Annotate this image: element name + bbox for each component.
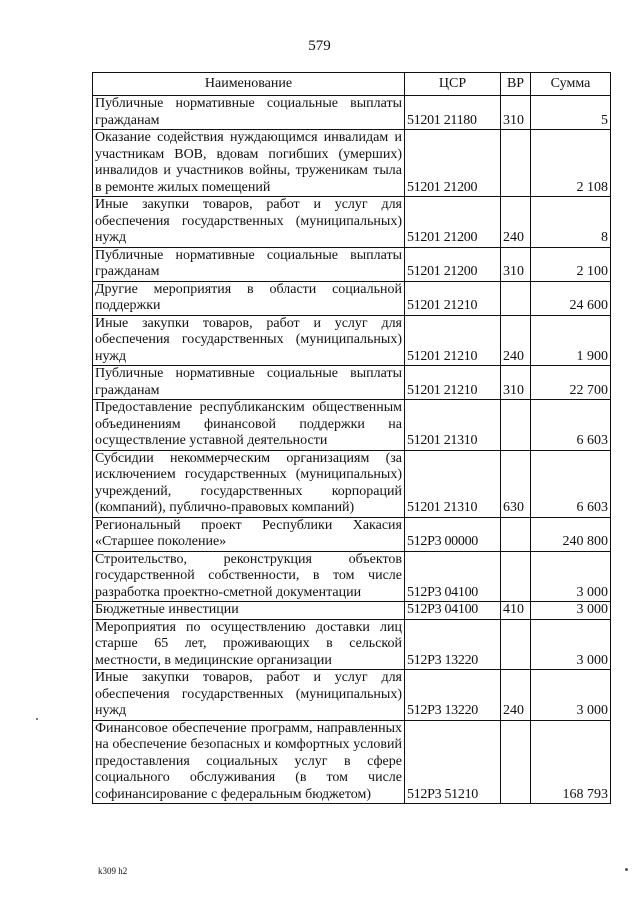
- header-sum: Сумма: [531, 73, 611, 96]
- cell-vr: 310: [501, 96, 531, 130]
- header-name: Наименование: [93, 73, 405, 96]
- cell-sum: 3 000: [531, 670, 611, 721]
- cell-name: Субсидии некоммерческим организациям (за исключением государственных (муниципальных) учреждений, государственных корпораций (компаний), публично-правовых компаний): [93, 450, 405, 517]
- cell-sum: 2 100: [531, 247, 611, 281]
- cell-name: Оказание содействия нуждающимся инвалидам и участникам ВОВ, вдовам погибших (умерших) инвалидов и участников войны, труженикам тыла в ремонте жилых помещений: [93, 130, 405, 197]
- cell-sum: 22 700: [531, 366, 611, 400]
- table-row: [93, 551, 611, 602]
- cell-vr: 240: [501, 197, 531, 248]
- cell-vr: [501, 720, 531, 804]
- cell-sum: 2 108: [531, 130, 611, 197]
- table-row: [93, 670, 611, 721]
- table-row: [93, 247, 611, 281]
- scan-speck: [625, 868, 628, 871]
- cell-csr: 51201 21200: [405, 197, 501, 248]
- table-row: [93, 366, 611, 400]
- table-row: [93, 602, 611, 620]
- cell-name: Бюджетные инвестиции: [93, 602, 405, 620]
- cell-sum: 3 000: [531, 551, 611, 602]
- budget-table: [92, 72, 611, 804]
- table-body: [93, 96, 611, 804]
- cell-csr: 51201 21200: [405, 130, 501, 197]
- cell-vr: 240: [501, 670, 531, 721]
- cell-csr: 512P3 00000: [405, 517, 501, 551]
- cell-sum: 168 793: [531, 720, 611, 804]
- cell-vr: 310: [501, 366, 531, 400]
- cell-csr: 512P3 04100: [405, 551, 501, 602]
- cell-name: Предоставление республиканским общественным объединениям финансовой поддержки на осуществление уставной деятельности: [93, 400, 405, 451]
- cell-vr: 410: [501, 602, 531, 620]
- cell-vr: [501, 619, 531, 670]
- footer-code: k309 h2: [98, 866, 128, 876]
- cell-name: Иные закупки товаров, работ и услуг для обеспечения государственных (муниципальных) нужд: [93, 315, 405, 366]
- table-row: [93, 281, 611, 315]
- cell-vr: 240: [501, 315, 531, 366]
- cell-csr: 512P3 13220: [405, 619, 501, 670]
- table-row: [93, 619, 611, 670]
- cell-vr: [501, 551, 531, 602]
- cell-vr: 630: [501, 450, 531, 517]
- table-row: [93, 720, 611, 804]
- cell-name: Мероприятия по осуществлению доставки лиц старше 65 лет, проживающих в сельской местности, в медицинские организации: [93, 619, 405, 670]
- cell-csr: 51201 21210: [405, 315, 501, 366]
- table-header: [93, 73, 611, 96]
- cell-vr: [501, 281, 531, 315]
- cell-name: Финансовое обеспечение программ, направленных на обеспечение безопасных и комфортных условий предоставления социальных услуг в сфере социального обслуживания (в том числе софинансирование с федеральным бюджетом): [93, 720, 405, 804]
- cell-csr: 51201 21310: [405, 400, 501, 451]
- table-row: [93, 130, 611, 197]
- cell-csr: 51201 21210: [405, 366, 501, 400]
- cell-name: Строительство, реконструкция объектов государственной собственности, в том числе разработка проектно-сметной документации: [93, 551, 405, 602]
- cell-vr: [501, 130, 531, 197]
- cell-sum: 240 800: [531, 517, 611, 551]
- cell-name: Региональный проект Республики Хакасия «Старшее поколение»: [93, 517, 405, 551]
- cell-csr: 51201 21210: [405, 281, 501, 315]
- cell-name: Публичные нормативные социальные выплаты гражданам: [93, 247, 405, 281]
- cell-name: Публичные нормативные социальные выплаты гражданам: [93, 366, 405, 400]
- cell-name: Публичные нормативные социальные выплаты гражданам: [93, 96, 405, 130]
- table-row: [93, 517, 611, 551]
- header-csr: ЦСР: [405, 73, 501, 96]
- table-row: [93, 315, 611, 366]
- table-row: [93, 197, 611, 248]
- cell-sum: 24 600: [531, 281, 611, 315]
- cell-name: Другие мероприятия в области социальной поддержки: [93, 281, 405, 315]
- table-row: [93, 450, 611, 517]
- cell-sum: 5: [531, 96, 611, 130]
- cell-csr: 512P3 04100: [405, 602, 501, 620]
- cell-name: Иные закупки товаров, работ и услуг для обеспечения государственных (муниципальных) нужд: [93, 197, 405, 248]
- cell-csr: 51201 21310: [405, 450, 501, 517]
- cell-csr: 51201 21180: [405, 96, 501, 130]
- cell-sum: 6 603: [531, 400, 611, 451]
- cell-vr: [501, 517, 531, 551]
- cell-sum: 1 900: [531, 315, 611, 366]
- cell-sum: 8: [531, 197, 611, 248]
- cell-name: Иные закупки товаров, работ и услуг для обеспечения государственных (муниципальных) нужд: [93, 670, 405, 721]
- cell-vr: [501, 400, 531, 451]
- cell-csr: 51201 21200: [405, 247, 501, 281]
- header-vr: ВР: [501, 73, 531, 96]
- table-row: [93, 400, 611, 451]
- cell-csr: 512P3 13220: [405, 670, 501, 721]
- scan-speck: [36, 718, 38, 720]
- cell-sum: 3 000: [531, 619, 611, 670]
- cell-vr: 310: [501, 247, 531, 281]
- cell-sum: 6 603: [531, 450, 611, 517]
- cell-csr: 512P3 51210: [405, 720, 501, 804]
- cell-sum: 3 000: [531, 602, 611, 620]
- table-row: [93, 96, 611, 130]
- page-number: 579: [308, 38, 331, 54]
